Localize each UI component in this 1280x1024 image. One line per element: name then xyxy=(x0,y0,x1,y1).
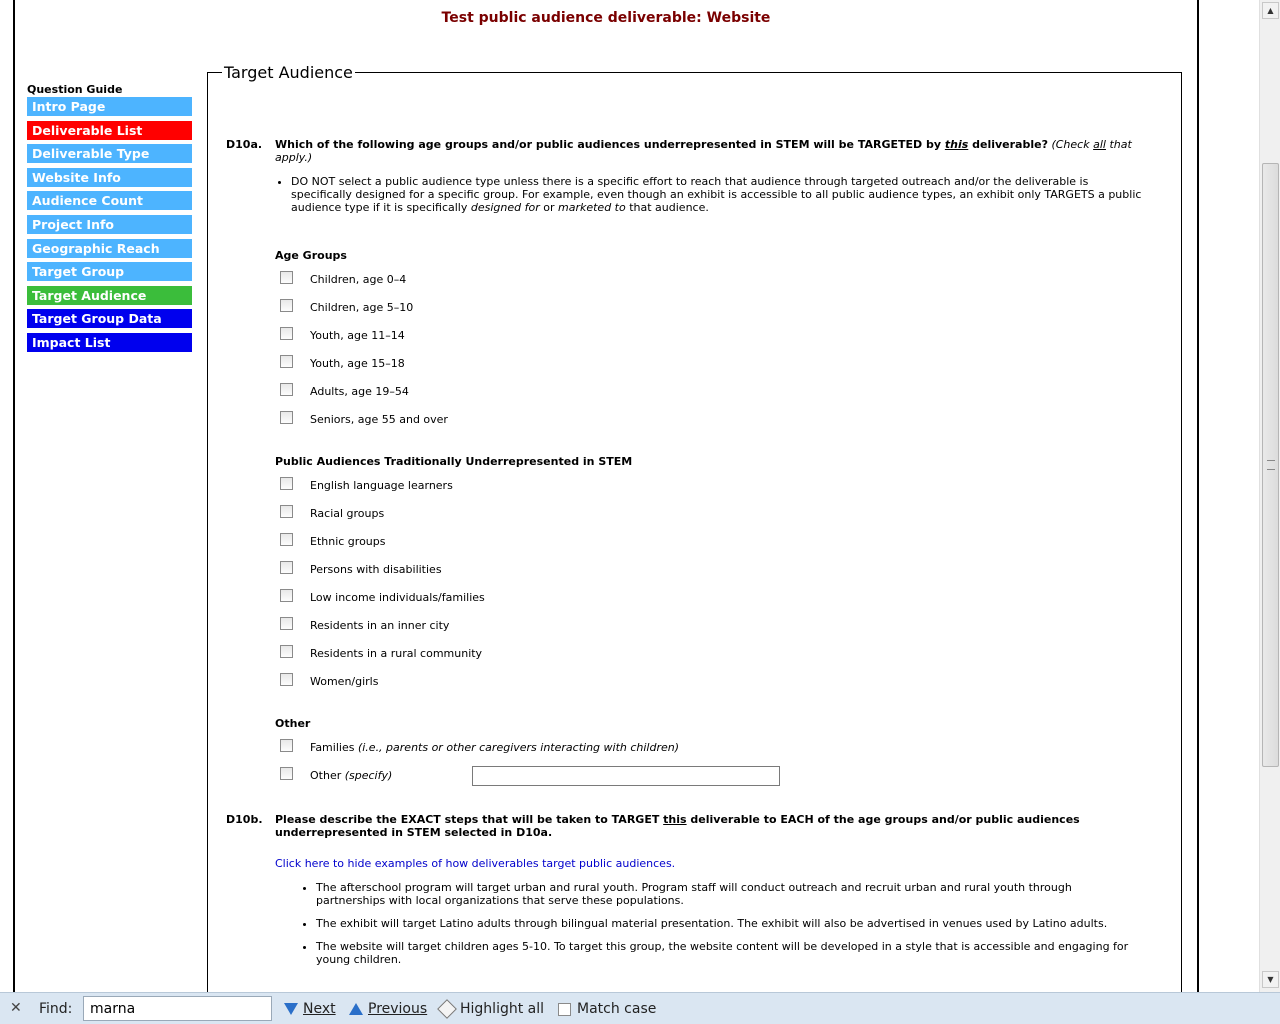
age-option-label: Adults, age 19–54 xyxy=(310,385,409,398)
public-option-label: Ethnic groups xyxy=(310,535,386,548)
question-d10b-text-1: Please describe the EXACT steps that will be taken to TARGET xyxy=(275,813,664,826)
close-icon[interactable]: ✕ xyxy=(10,1000,22,1016)
checkbox[interactable] xyxy=(280,617,293,630)
public-option-label: Racial groups xyxy=(310,507,385,520)
scrollbar-thumb[interactable] xyxy=(1262,163,1279,767)
target-audience-section xyxy=(207,63,1182,1003)
public-option-label: Women/girls xyxy=(310,675,379,688)
hide-examples-link[interactable]: Click here to hide examples of how deliverables target public audiences. xyxy=(275,857,676,870)
guide-item-target-group-data[interactable]: Target Group Data xyxy=(27,309,192,328)
guide-item-deliverable-list[interactable]: Deliverable List xyxy=(27,121,192,140)
find-next-label: Next xyxy=(303,1001,336,1017)
checkbox[interactable] xyxy=(280,533,293,546)
age-groups-title: Age Groups xyxy=(275,249,347,262)
checkbox[interactable] xyxy=(280,589,293,602)
question-guide-title: Question Guide xyxy=(27,83,123,96)
arrow-down-icon xyxy=(284,1003,298,1015)
question-d10a-text-2: deliverable? xyxy=(968,138,1048,151)
example-item: • The afterschool program will target urban and rural youth. Program staff will conduct outreach and recruit urban and rural youth through partnerships with local organizations that serve these populations. xyxy=(316,881,1140,907)
other-specify-input[interactable] xyxy=(472,766,780,786)
public-option-label: Low income individuals/families xyxy=(310,591,485,604)
highlight-all-button[interactable] xyxy=(440,1001,544,1017)
question-d10b-emphasis: this xyxy=(663,813,687,826)
find-label: Find: xyxy=(39,1001,73,1017)
d10a-note-em-1: designed for xyxy=(470,201,540,214)
public-option-label: English language learners xyxy=(310,479,453,492)
guide-item-audience-count[interactable]: Audience Count xyxy=(27,191,192,210)
age-option-label: Youth, age 11–14 xyxy=(310,329,405,342)
public-option-label: Persons with disabilities xyxy=(310,563,442,576)
find-previous-label: Previous xyxy=(368,1001,428,1017)
question-number-d10a: D10a. xyxy=(226,138,263,151)
families-label-note: (i.e., parents or other caregivers interacting with children) xyxy=(357,741,680,754)
checkbox[interactable] xyxy=(280,767,293,780)
public-option-label: Residents in an inner city xyxy=(310,619,450,632)
other-title: Other xyxy=(275,717,311,730)
public-option-label: Residents in a rural community xyxy=(310,647,483,660)
public-audiences-title: Public Audiences Traditionally Underrepresented in STEM xyxy=(275,455,633,468)
checkbox[interactable] xyxy=(280,673,293,686)
find-input[interactable] xyxy=(83,996,272,1021)
checkbox[interactable] xyxy=(280,645,293,658)
find-previous-button[interactable] xyxy=(349,1001,427,1017)
age-option-label: Youth, age 15–18 xyxy=(310,357,405,370)
d10a-note-item xyxy=(291,175,1145,214)
other-label-text: Other xyxy=(310,769,342,782)
guide-item-deliverable-type[interactable]: Deliverable Type xyxy=(27,144,192,163)
checkbox[interactable] xyxy=(280,383,293,396)
age-option-label: Seniors, age 55 and over xyxy=(310,413,448,426)
checkbox[interactable] xyxy=(280,561,293,574)
question-guide xyxy=(27,83,192,357)
d10a-note-em-2: marketed to xyxy=(558,201,626,214)
match-case-label: Match case xyxy=(577,1001,657,1017)
question-d10b xyxy=(275,813,1145,839)
guide-item-target-group[interactable]: Target Group xyxy=(27,262,192,281)
checkbox[interactable] xyxy=(280,739,293,752)
arrow-up-icon xyxy=(349,1003,363,1015)
question-number-d10b: D10b. xyxy=(226,813,263,826)
guide-item-geographic-reach[interactable]: Geographic Reach xyxy=(27,239,192,258)
other-option-label xyxy=(310,769,392,782)
families-label-text: Families xyxy=(310,741,355,754)
find-bar xyxy=(0,992,1280,1024)
d10a-note-text-1: DO NOT select a public audience type unless there is a specific effort to reach that audience through targeted outreach and/or the deliverable is specifically designed for a specific group. For example, even though an exhibit is accessible to all public audience types, an exhibit only TARGETS a public audience type if it is specifically xyxy=(291,175,1142,214)
question-d10b-text-2: deliverable to EACH of the age groups and/or public audiences underrepresented in STEM selected in D10a. xyxy=(275,813,1080,839)
question-d10a-hint-2: that apply.) xyxy=(275,138,1132,164)
checkbox[interactable] xyxy=(280,271,293,284)
checkbox[interactable] xyxy=(280,411,293,424)
question-d10a-emphasis: this xyxy=(944,138,969,151)
d10a-note-text-2: or xyxy=(539,201,558,214)
checkbox[interactable] xyxy=(558,1003,571,1016)
d10a-note-text-3: that audience. xyxy=(625,201,709,214)
guide-item-website-info[interactable]: Website Info xyxy=(27,168,192,187)
question-d10a-hint-1: (Check xyxy=(1051,138,1094,151)
checkbox[interactable] xyxy=(280,327,293,340)
age-option-label: Children, age 5–10 xyxy=(310,301,414,314)
checkbox[interactable] xyxy=(280,505,293,518)
example-item: • The website will target children ages 5-10. To target this group, the website content will be developed in a style that is accessible and engaging for young children. xyxy=(316,940,1140,966)
highlighter-icon xyxy=(437,999,457,1019)
other-label-note: (specify) xyxy=(344,769,393,782)
page-title: Test public audience deliverable: Website xyxy=(441,10,771,26)
page-frame xyxy=(13,0,1199,992)
find-next-button[interactable] xyxy=(284,1001,336,1017)
question-d10a xyxy=(275,138,1155,164)
scroll-down-icon[interactable]: ▼ xyxy=(1262,971,1279,988)
question-d10a-hint-emphasis: all xyxy=(1093,138,1106,151)
guide-item-intro-page[interactable]: Intro Page xyxy=(27,97,192,116)
guide-item-impact-list[interactable]: Impact List xyxy=(27,333,192,352)
checkbox[interactable] xyxy=(280,355,293,368)
checkbox[interactable] xyxy=(280,299,293,312)
families-option-label xyxy=(310,741,679,754)
examples-list xyxy=(300,881,1140,976)
d10a-note xyxy=(275,175,1145,224)
guide-item-target-audience[interactable]: Target Audience xyxy=(27,286,192,305)
example-item: • The exhibit will target Latino adults through bilingual material presentation. The exhibit will also be advertised in venues used by Latino adults. xyxy=(316,917,1140,930)
checkbox[interactable] xyxy=(280,477,293,490)
scroll-up-icon[interactable]: ▲ xyxy=(1262,2,1279,19)
question-d10a-text-1: Which of the following age groups and/or public audiences underrepresented in STEM will be TARGETED by xyxy=(275,138,945,151)
guide-item-project-info[interactable]: Project Info xyxy=(27,215,192,234)
match-case-checkbox[interactable] xyxy=(558,1001,656,1017)
section-legend: Target Audience xyxy=(224,63,353,82)
vertical-scrollbar[interactable] xyxy=(1259,0,1280,992)
scrollbar-grip-icon xyxy=(1267,460,1275,470)
age-option-label: Children, age 0–4 xyxy=(310,273,407,286)
highlight-all-label: Highlight all xyxy=(460,1001,545,1017)
